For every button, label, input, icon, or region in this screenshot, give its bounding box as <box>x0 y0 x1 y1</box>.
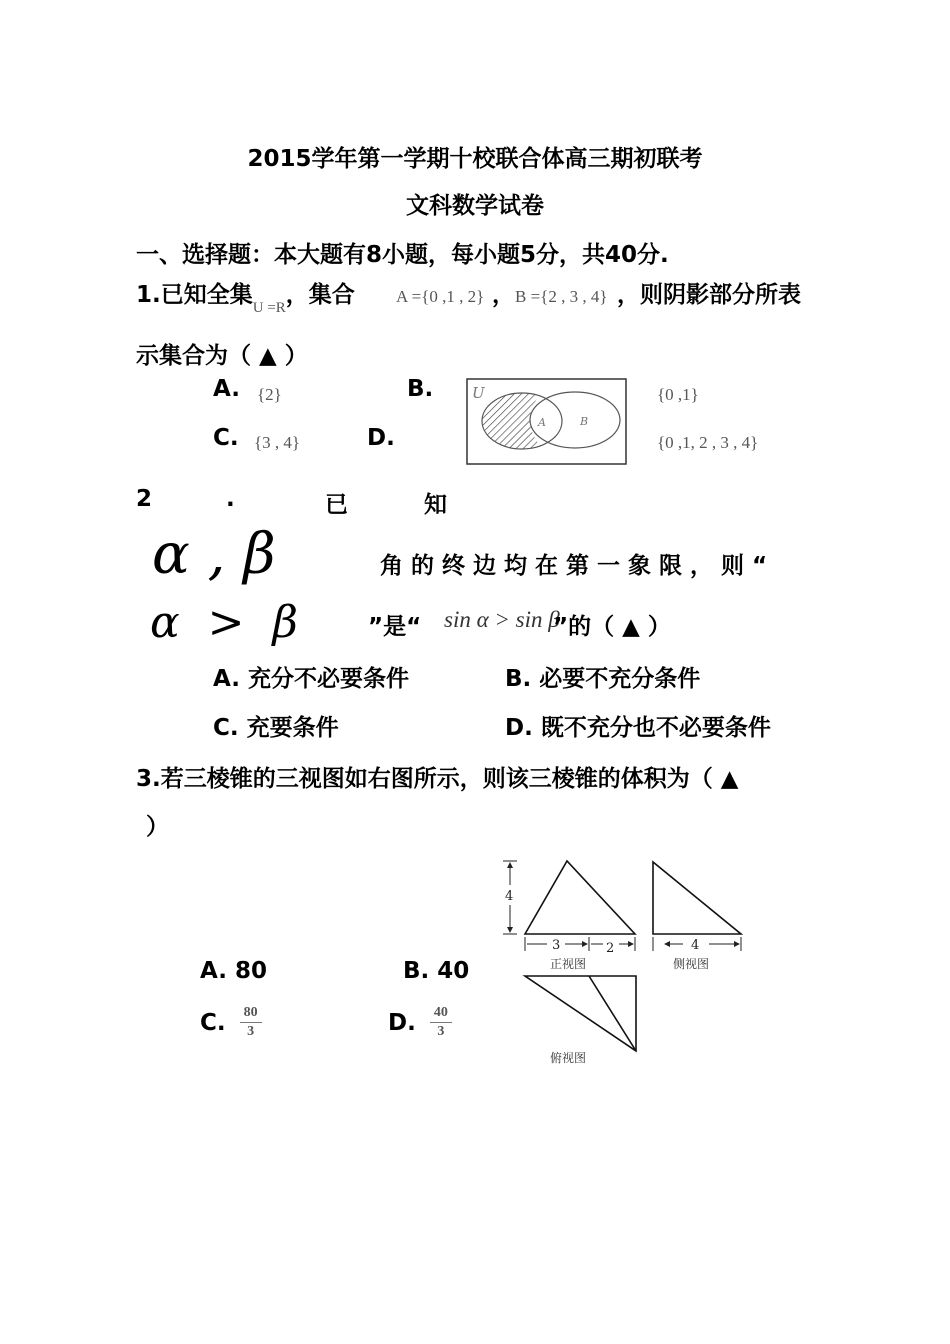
three-view-figure <box>495 855 755 1070</box>
q3-option-a[interactable]: A. 80 <box>200 958 267 984</box>
q3-option-c-label: C. <box>200 1009 226 1036</box>
page-title: 2015学年第一学期十校联合体高三期初联考 <box>247 146 703 172</box>
q1-option-b-label[interactable]: B. <box>407 376 434 402</box>
top-view <box>525 976 636 1051</box>
q2-alpha-gt-beta: α > β <box>150 597 298 648</box>
q2-option-d[interactable]: D. 既不充分也不必要条件 <box>505 715 771 741</box>
width-label-2: 2 <box>606 941 615 956</box>
fraction-bar <box>430 1022 452 1023</box>
q2-option-c[interactable]: C. 充要条件 <box>213 715 339 741</box>
q1-option-d-label[interactable]: D. <box>367 425 395 451</box>
q2-option-a[interactable]: A. 充分不必要条件 <box>213 666 409 692</box>
q3-option-b[interactable]: B. 40 <box>403 958 470 984</box>
venn-label-b: B <box>580 415 589 428</box>
front-view <box>525 861 635 934</box>
q3-option-d-fraction <box>430 1005 452 1040</box>
q3-option-d-denominator: 3 <box>437 1024 445 1039</box>
q2-alpha-beta: α , β <box>152 522 276 587</box>
q1-option-c-label[interactable]: C. <box>213 425 239 451</box>
q1-set-a: A ={0 ,1 , 2} <box>396 287 485 306</box>
q3-option-c-denominator: 3 <box>247 1024 255 1039</box>
q3-option-c[interactable] <box>200 1005 262 1040</box>
venn-label-u: U <box>472 384 485 402</box>
side-view-caption: 侧视图 <box>673 957 710 971</box>
q1-option-c-value[interactable]: {3 , 4} <box>254 433 301 452</box>
front-view-caption: 正视图 <box>550 957 587 971</box>
width-dimension <box>525 937 635 951</box>
fraction-bar <box>240 1022 262 1023</box>
height-label: 4 <box>505 889 514 904</box>
side-view <box>653 862 741 934</box>
q3-option-d-label: D. <box>388 1009 416 1036</box>
q2-dot: . <box>226 486 235 512</box>
q3-option-d[interactable] <box>388 1005 452 1040</box>
top-view-caption: 俯视图 <box>550 1051 587 1065</box>
side-width-label: 4 <box>691 938 700 953</box>
q2-option-b[interactable]: B. 必要不充分条件 <box>505 666 701 692</box>
q3-option-c-fraction <box>240 1005 262 1040</box>
q1-stem-c: ，则阴影部分所表 <box>617 282 801 308</box>
width-label-3: 3 <box>552 938 561 953</box>
q2-char-yi: 已 <box>325 492 348 518</box>
q1-option-d-value[interactable]: {0 ,1, 2 , 3 , 4} <box>657 433 759 452</box>
q1-stem-line1 <box>136 276 355 316</box>
q1-stem-a: 1.已知全集 <box>136 282 253 308</box>
q1-stem-b: ，集合 <box>285 282 355 308</box>
q3-stem: 3.若三棱锥的三视图如右图所示，则该三棱锥的体积为（ ▲ <box>136 766 739 792</box>
q1-set-b: B ={2 , 3 , 4} <box>515 287 608 306</box>
q3-option-c-numerator: 80 <box>243 1005 258 1020</box>
q2-number: 2 <box>136 486 153 512</box>
q1-comma: ， <box>492 282 515 308</box>
q1-option-a-value[interactable]: {2} <box>257 385 282 404</box>
venn-diagram <box>466 378 628 466</box>
q1-universal-set: U =R <box>252 300 286 316</box>
q3-option-d-numerator: 40 <box>433 1005 448 1020</box>
q3-stem-end: ） <box>146 814 169 840</box>
page-subtitle: 文科数学试卷 <box>406 193 544 219</box>
q1-option-a-label[interactable]: A. <box>213 376 240 402</box>
section-heading: 一、选择题：本大题有8小题，每小题5分，共40分. <box>136 242 669 268</box>
q2-text-line2: ”是“ <box>368 614 422 640</box>
venn-label-a: A <box>538 416 546 429</box>
q2-text-line3: ”的（ ▲ ） <box>553 614 671 640</box>
q2-text-line1: 角的终边均在第一象限，则“ <box>380 553 776 579</box>
q2-char-zhi: 知 <box>424 492 447 518</box>
q2-sin-expression: sin α > sin β <box>444 607 560 632</box>
q1-option-b-value[interactable]: {0 ,1} <box>657 385 699 404</box>
q1-stem-line2: 示集合为（ ▲ ） <box>136 343 308 369</box>
